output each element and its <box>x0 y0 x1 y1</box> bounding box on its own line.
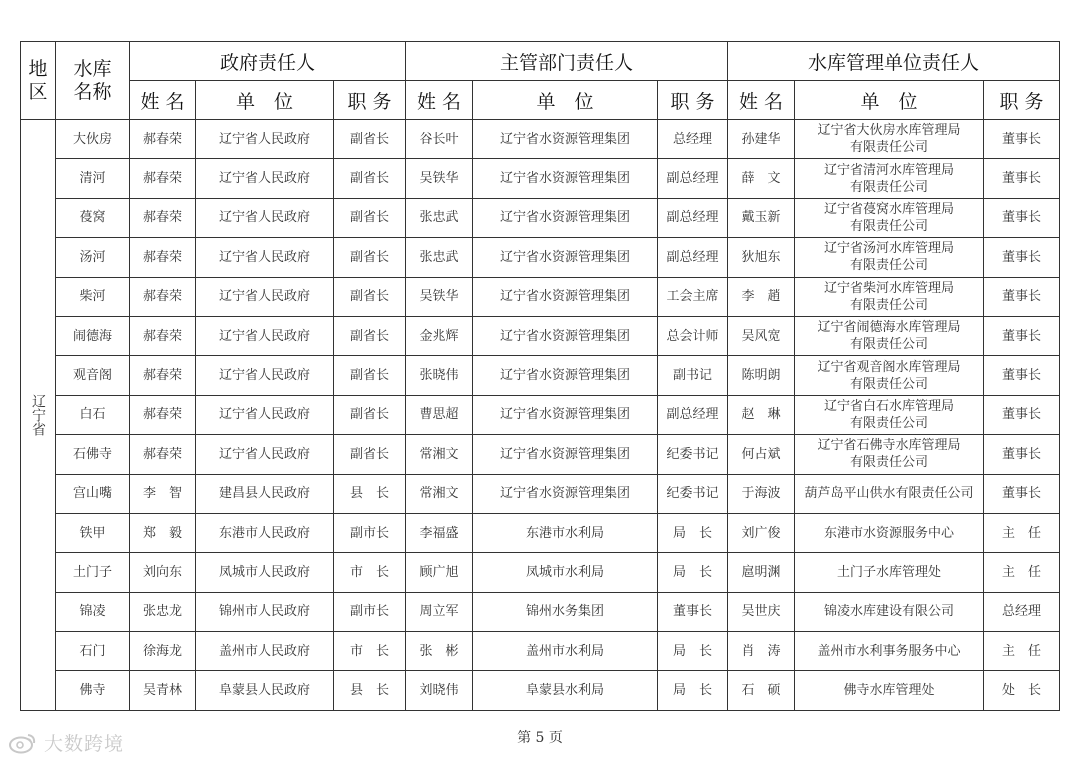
cell-mgr-position: 主 任 <box>984 553 1060 592</box>
cell-gov-unit: 辽宁省人民政府 <box>196 277 334 316</box>
cell-dept-position: 副总经理 <box>658 159 728 198</box>
cell-dept-position: 纪委书记 <box>658 474 728 513</box>
cell-mgr-unit: 辽宁省大伙房水库管理局 有限责任公司 <box>795 120 984 159</box>
cell-gov-name: 徐海龙 <box>130 632 196 671</box>
cell-reservoir-name: 闹德海 <box>56 316 130 355</box>
cell-mgr-position: 董事长 <box>984 316 1060 355</box>
header-dept-name: 姓 名 <box>406 81 473 120</box>
cell-reservoir-name: 铁甲 <box>56 513 130 552</box>
cell-gov-name: 郝春荣 <box>130 238 196 277</box>
cell-gov-name: 郝春荣 <box>130 159 196 198</box>
cell-gov-position: 副省长 <box>334 198 406 237</box>
cell-dept-position: 副书记 <box>658 356 728 395</box>
cell-mgr-name: 孙建华 <box>728 120 795 159</box>
cell-gov-unit: 东港市人民政府 <box>196 513 334 552</box>
cell-dept-unit: 辽宁省水资源管理集团 <box>473 238 658 277</box>
cell-gov-position: 副省长 <box>334 435 406 474</box>
cell-mgr-name: 陈明朗 <box>728 356 795 395</box>
cell-reservoir-name: 石佛寺 <box>56 435 130 474</box>
cell-dept-unit: 阜蒙县水利局 <box>473 671 658 710</box>
cell-mgr-unit: 辽宁省闹德海水库管理局 有限责任公司 <box>795 316 984 355</box>
cell-mgr-unit: 辽宁省清河水库管理局 有限责任公司 <box>795 159 984 198</box>
cell-dept-position: 副总经理 <box>658 198 728 237</box>
cell-dept-unit: 盖州市水利局 <box>473 632 658 671</box>
cell-dept-position: 董事长 <box>658 592 728 631</box>
header-mgr-name: 姓 名 <box>728 81 795 120</box>
cell-mgr-position: 董事长 <box>984 159 1060 198</box>
cell-gov-unit: 辽宁省人民政府 <box>196 395 334 434</box>
table-row <box>21 632 1060 671</box>
cell-gov-position: 副省长 <box>334 120 406 159</box>
table-row <box>21 592 1060 631</box>
cell-reservoir-name: 清河 <box>56 159 130 198</box>
cell-dept-name: 金兆辉 <box>406 316 473 355</box>
cell-reservoir-name: 柴河 <box>56 277 130 316</box>
header-reservoir-name: 水库 名称 <box>56 42 130 120</box>
header-dept-position: 职 务 <box>658 81 728 120</box>
cell-gov-unit: 盖州市人民政府 <box>196 632 334 671</box>
cell-dept-name: 张忠武 <box>406 238 473 277</box>
cell-mgr-name: 肖 涛 <box>728 632 795 671</box>
cell-mgr-unit: 东港市水资源服务中心 <box>795 513 984 552</box>
cell-dept-name: 常湘文 <box>406 435 473 474</box>
cell-gov-name: 郝春荣 <box>130 277 196 316</box>
table-row <box>21 513 1060 552</box>
cell-gov-unit: 辽宁省人民政府 <box>196 120 334 159</box>
cell-dept-name: 刘晓伟 <box>406 671 473 710</box>
cell-mgr-unit: 锦凌水库建设有限公司 <box>795 592 984 631</box>
cell-dept-unit: 辽宁省水资源管理集团 <box>473 159 658 198</box>
cell-mgr-position: 总经理 <box>984 592 1060 631</box>
cell-mgr-unit: 佛寺水库管理处 <box>795 671 984 710</box>
header-gov-position: 职 务 <box>334 81 406 120</box>
cell-dept-name: 张 彬 <box>406 632 473 671</box>
cell-reservoir-name: 大伙房 <box>56 120 130 159</box>
cell-mgr-name: 吴风宽 <box>728 316 795 355</box>
weibo-logo-icon <box>8 732 38 754</box>
table-row <box>21 474 1060 513</box>
cell-mgr-unit: 辽宁省白石水库管理局 有限责任公司 <box>795 395 984 434</box>
cell-gov-position: 市 长 <box>334 553 406 592</box>
cell-dept-position: 副总经理 <box>658 238 728 277</box>
table-row <box>21 671 1060 710</box>
page-number: 第 5 页 <box>517 730 563 746</box>
header-mgr-unit: 单 位 <box>795 81 984 120</box>
cell-dept-name: 吴铁华 <box>406 277 473 316</box>
cell-mgr-name: 薛 文 <box>728 159 795 198</box>
cell-gov-unit: 辽宁省人民政府 <box>196 159 334 198</box>
table-row <box>21 238 1060 277</box>
cell-mgr-unit: 辽宁省观音阁水库管理局 有限责任公司 <box>795 356 984 395</box>
cell-dept-position: 总经理 <box>658 120 728 159</box>
cell-dept-name: 谷长叶 <box>406 120 473 159</box>
cell-dept-position: 局 长 <box>658 553 728 592</box>
header-gov-unit: 单 位 <box>196 81 334 120</box>
cell-dept-unit: 辽宁省水资源管理集团 <box>473 277 658 316</box>
cell-dept-position: 工会主席 <box>658 277 728 316</box>
cell-gov-position: 副省长 <box>334 356 406 395</box>
cell-dept-name: 常湘文 <box>406 474 473 513</box>
table-row <box>21 277 1060 316</box>
cell-gov-position: 县 长 <box>334 474 406 513</box>
table-row <box>21 553 1060 592</box>
cell-mgr-position: 处 长 <box>984 671 1060 710</box>
cell-dept-name: 吴铁华 <box>406 159 473 198</box>
cell-gov-unit: 辽宁省人民政府 <box>196 198 334 237</box>
cell-gov-unit: 辽宁省人民政府 <box>196 356 334 395</box>
cell-dept-name: 张忠武 <box>406 198 473 237</box>
header-region: 地 区 <box>21 42 56 120</box>
cell-dept-unit: 锦州水务集团 <box>473 592 658 631</box>
cell-dept-name: 顾广旭 <box>406 553 473 592</box>
cell-gov-name: 刘向东 <box>130 553 196 592</box>
cell-mgr-name: 吴世庆 <box>728 592 795 631</box>
watermark-text: 大数跨境 <box>44 733 125 755</box>
cell-mgr-unit: 辽宁省石佛寺水库管理局 有限责任公司 <box>795 435 984 474</box>
cell-mgr-unit: 葫芦岛平山供水有限责任公司 <box>795 474 984 513</box>
cell-reservoir-name: 土门子 <box>56 553 130 592</box>
cell-gov-name: 郝春荣 <box>130 198 196 237</box>
cell-gov-name: 郝春荣 <box>130 316 196 355</box>
cell-dept-name: 曹思超 <box>406 395 473 434</box>
cell-gov-unit: 辽宁省人民政府 <box>196 316 334 355</box>
cell-gov-name: 郝春荣 <box>130 435 196 474</box>
cell-dept-unit: 东港市水利局 <box>473 513 658 552</box>
cell-gov-unit: 建昌县人民政府 <box>196 474 334 513</box>
cell-mgr-position: 董事长 <box>984 238 1060 277</box>
cell-mgr-position: 董事长 <box>984 120 1060 159</box>
cell-gov-unit: 辽宁省人民政府 <box>196 435 334 474</box>
cell-mgr-name: 戴玉新 <box>728 198 795 237</box>
cell-dept-position: 纪委书记 <box>658 435 728 474</box>
cell-mgr-unit: 盖州市水利事务服务中心 <box>795 632 984 671</box>
cell-reservoir-name: 佛寺 <box>56 671 130 710</box>
header-gov-name: 姓 名 <box>130 81 196 120</box>
cell-dept-position: 副总经理 <box>658 395 728 434</box>
cell-mgr-position: 董事长 <box>984 474 1060 513</box>
table-row <box>21 159 1060 198</box>
cell-gov-unit: 锦州市人民政府 <box>196 592 334 631</box>
cell-reservoir-name: 葠窝 <box>56 198 130 237</box>
cell-gov-name: 郝春荣 <box>130 395 196 434</box>
cell-gov-unit: 阜蒙县人民政府 <box>196 671 334 710</box>
cell-gov-position: 副省长 <box>334 316 406 355</box>
cell-mgr-position: 董事长 <box>984 277 1060 316</box>
cell-dept-unit: 辽宁省水资源管理集团 <box>473 316 658 355</box>
cell-gov-name: 张忠龙 <box>130 592 196 631</box>
watermark <box>8 729 124 756</box>
cell-dept-position: 总会计师 <box>658 316 728 355</box>
cell-dept-name: 李福盛 <box>406 513 473 552</box>
cell-mgr-name: 何占斌 <box>728 435 795 474</box>
reservoir-responsibility-table <box>20 41 1060 711</box>
cell-mgr-unit: 辽宁省葠窝水库管理局 有限责任公司 <box>795 198 984 237</box>
cell-gov-name: 郝春荣 <box>130 356 196 395</box>
cell-dept-unit: 辽宁省水资源管理集团 <box>473 474 658 513</box>
table-row <box>21 435 1060 474</box>
cell-gov-position: 县 长 <box>334 671 406 710</box>
cell-gov-unit: 辽宁省人民政府 <box>196 238 334 277</box>
cell-mgr-position: 董事长 <box>984 356 1060 395</box>
cell-mgr-position: 董事长 <box>984 198 1060 237</box>
cell-gov-unit: 凤城市人民政府 <box>196 553 334 592</box>
region-cell: 辽宁省 <box>21 120 56 711</box>
cell-reservoir-name: 宫山嘴 <box>56 474 130 513</box>
cell-gov-name: 郑 毅 <box>130 513 196 552</box>
header-mgr-position: 职 务 <box>984 81 1060 120</box>
cell-gov-position: 副省长 <box>334 238 406 277</box>
cell-mgr-position: 董事长 <box>984 435 1060 474</box>
cell-dept-unit: 辽宁省水资源管理集团 <box>473 198 658 237</box>
cell-mgr-name: 于海波 <box>728 474 795 513</box>
cell-mgr-name: 赵 琳 <box>728 395 795 434</box>
header-group-management-unit: 水库管理单位责任人 <box>728 42 1060 81</box>
cell-gov-name: 李 智 <box>130 474 196 513</box>
cell-reservoir-name: 锦凌 <box>56 592 130 631</box>
cell-dept-name: 周立军 <box>406 592 473 631</box>
cell-gov-name: 吴青林 <box>130 671 196 710</box>
cell-mgr-name: 狄旭东 <box>728 238 795 277</box>
cell-mgr-unit: 辽宁省柴河水库管理局 有限责任公司 <box>795 277 984 316</box>
cell-reservoir-name: 观音阁 <box>56 356 130 395</box>
cell-dept-position: 局 长 <box>658 632 728 671</box>
cell-dept-unit: 凤城市水利局 <box>473 553 658 592</box>
cell-gov-position: 副省长 <box>334 159 406 198</box>
cell-mgr-name: 扈明渊 <box>728 553 795 592</box>
cell-gov-name: 郝春荣 <box>130 120 196 159</box>
cell-mgr-unit: 辽宁省汤河水库管理局 有限责任公司 <box>795 238 984 277</box>
cell-dept-unit: 辽宁省水资源管理集团 <box>473 356 658 395</box>
cell-reservoir-name: 白石 <box>56 395 130 434</box>
cell-gov-position: 副市长 <box>334 513 406 552</box>
cell-dept-position: 局 长 <box>658 671 728 710</box>
cell-mgr-position: 主 任 <box>984 632 1060 671</box>
cell-gov-position: 副省长 <box>334 395 406 434</box>
cell-mgr-unit: 土门子水库管理处 <box>795 553 984 592</box>
table-row <box>21 316 1060 355</box>
header-group-government: 政府责任人 <box>130 42 406 81</box>
cell-mgr-name: 李 趙 <box>728 277 795 316</box>
cell-reservoir-name: 汤河 <box>56 238 130 277</box>
table-body <box>21 120 1060 711</box>
cell-reservoir-name: 石门 <box>56 632 130 671</box>
table-row <box>21 395 1060 434</box>
cell-mgr-name: 刘广俊 <box>728 513 795 552</box>
cell-mgr-name: 石 硕 <box>728 671 795 710</box>
cell-dept-unit: 辽宁省水资源管理集团 <box>473 435 658 474</box>
cell-gov-position: 市 长 <box>334 632 406 671</box>
cell-dept-unit: 辽宁省水资源管理集团 <box>473 120 658 159</box>
cell-dept-position: 局 长 <box>658 513 728 552</box>
table-row <box>21 198 1060 237</box>
cell-dept-unit: 辽宁省水资源管理集团 <box>473 395 658 434</box>
header-dept-unit: 单 位 <box>473 81 658 120</box>
cell-mgr-position: 主 任 <box>984 513 1060 552</box>
cell-dept-name: 张晓伟 <box>406 356 473 395</box>
header-group-department: 主管部门责任人 <box>406 42 728 81</box>
table-row <box>21 356 1060 395</box>
cell-mgr-position: 董事长 <box>984 395 1060 434</box>
cell-gov-position: 副省长 <box>334 277 406 316</box>
table-row <box>21 120 1060 159</box>
cell-gov-position: 副市长 <box>334 592 406 631</box>
